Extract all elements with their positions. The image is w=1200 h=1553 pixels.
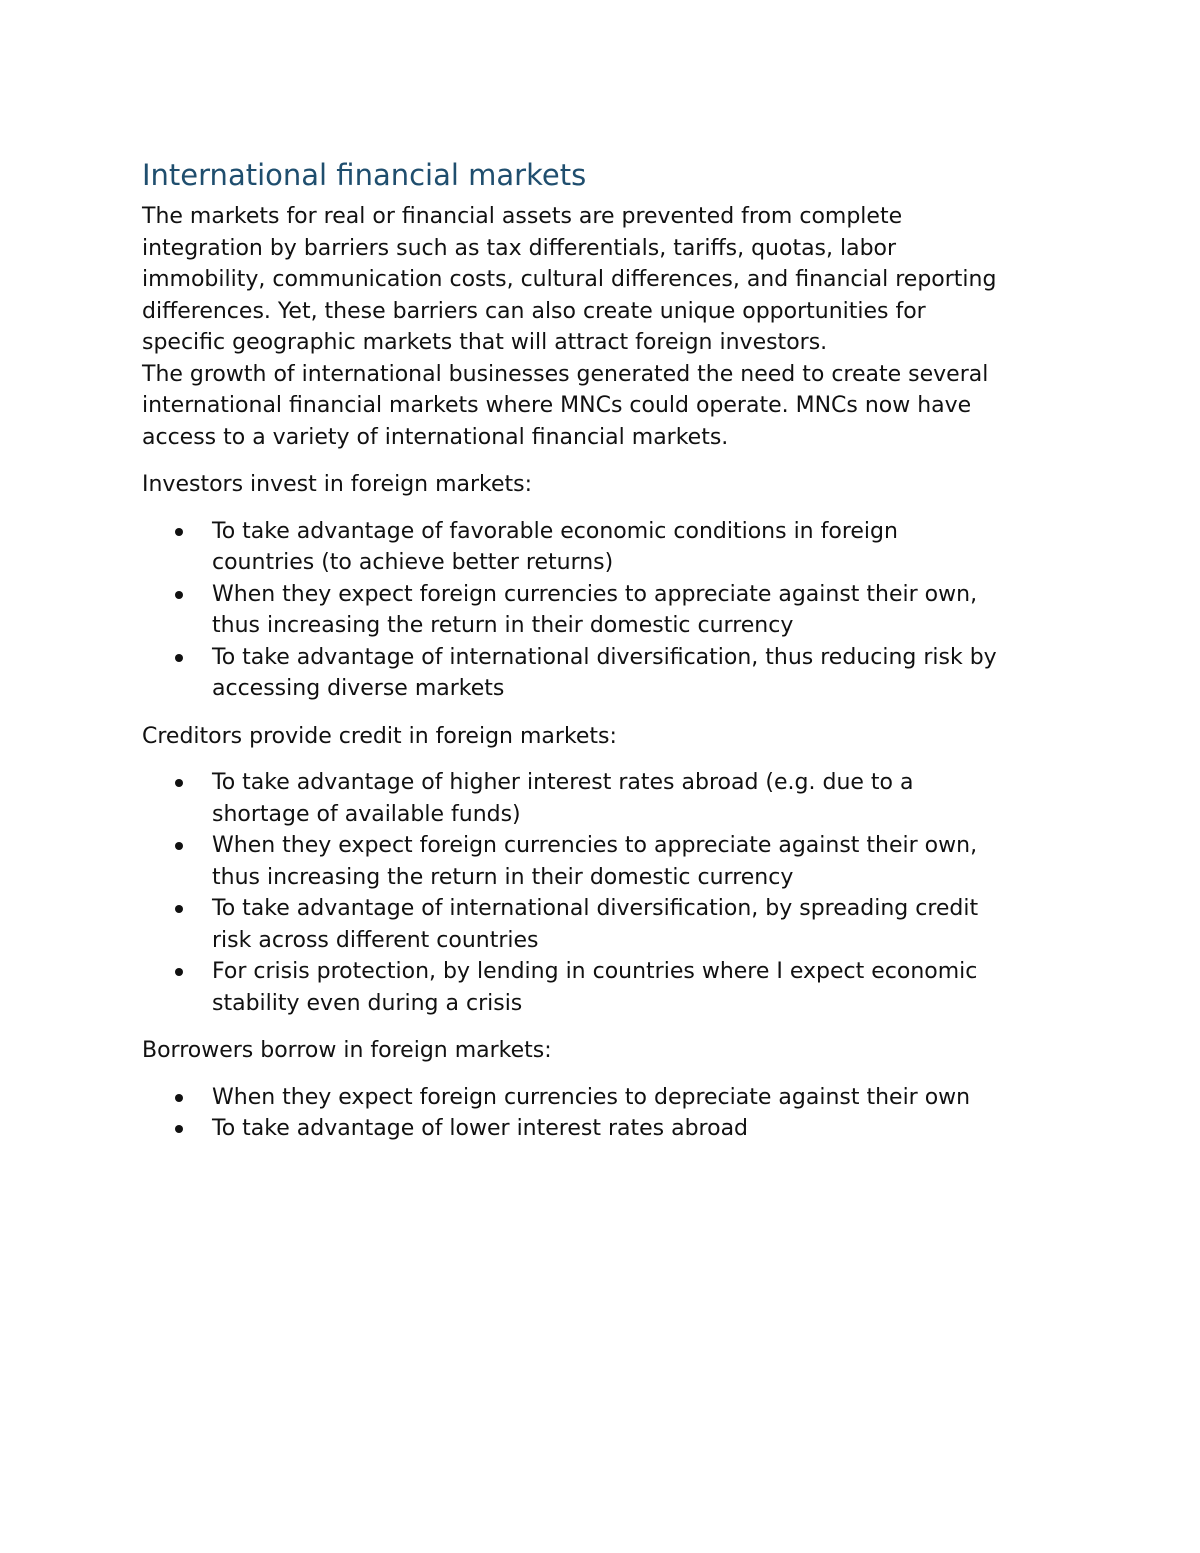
bullet-icon xyxy=(175,779,183,787)
bullet-icon xyxy=(175,1125,183,1133)
bullet-icon xyxy=(175,968,183,976)
bullet-icon xyxy=(175,654,183,662)
bullet-list xyxy=(142,516,1072,705)
document-page xyxy=(142,155,1072,1161)
list-item-text: When they expect foreign currencies to depreciate against their own xyxy=(212,1084,971,1110)
list-item xyxy=(142,830,1072,893)
list-item xyxy=(142,956,1072,1019)
section-lead: Creditors provide credit in foreign markets: xyxy=(142,723,617,749)
list-item-text: To take advantage of favorable economic conditions in foreign countries (to achieve better returns) xyxy=(212,518,898,575)
document-title: International financial markets xyxy=(142,158,587,192)
list-item xyxy=(142,893,1072,956)
intro-paragraph: The markets for real or financial assets are prevented from complete integration by barriers such as tax differentials, tariffs, quotas, labor immobility, communication costs, cultural differences, and financial reporting differences. Yet, these barriers can also create unique opportunities for specific geographic markets that will attract foreign investors. xyxy=(142,204,997,355)
intro-block xyxy=(142,201,1072,453)
list-item-text: To take advantage of international diversification, thus reducing risk by accessing diverse markets xyxy=(212,644,997,701)
list-item xyxy=(142,579,1072,642)
list-item xyxy=(142,767,1072,830)
list-item xyxy=(142,1082,1072,1114)
list-item-text: To take advantage of international diversification, by spreading credit risk across different countries xyxy=(212,896,979,953)
bullet-list xyxy=(142,1082,1072,1145)
list-item xyxy=(142,516,1072,579)
bullet-list xyxy=(142,767,1072,1019)
bullet-icon xyxy=(175,1094,183,1102)
list-item-text: For crisis protection, by lending in countries where I expect economic stability even during a crisis xyxy=(212,959,978,1016)
list-item-text: To take advantage of higher interest rates abroad (e.g. due to a shortage of available funds) xyxy=(212,770,914,827)
bullet-icon xyxy=(175,591,183,599)
bullet-icon xyxy=(175,842,183,850)
bullet-icon xyxy=(175,528,183,536)
section-creditors xyxy=(142,721,1072,1020)
list-item xyxy=(142,1113,1072,1145)
list-item-text: When they expect foreign currencies to appreciate against their own, thus increasing the return in their domestic currency xyxy=(212,581,978,638)
section-investors xyxy=(142,469,1072,705)
section-lead: Investors invest in foreign markets: xyxy=(142,472,533,497)
list-item xyxy=(142,642,1072,705)
list-item-text: To take advantage of lower interest rates abroad xyxy=(212,1116,749,1141)
bullet-icon xyxy=(175,905,183,913)
list-item-text: When they expect foreign currencies to appreciate against their own, thus increasing the return in their domestic currency xyxy=(212,833,978,890)
section-borrowers xyxy=(142,1035,1072,1145)
section-lead: Borrowers borrow in foreign markets: xyxy=(142,1038,552,1063)
intro-paragraph: The growth of international businesses generated the need to create several international financial markets where MNCs could operate. MNCs now have access to a variety of international financial markets. xyxy=(142,361,989,450)
